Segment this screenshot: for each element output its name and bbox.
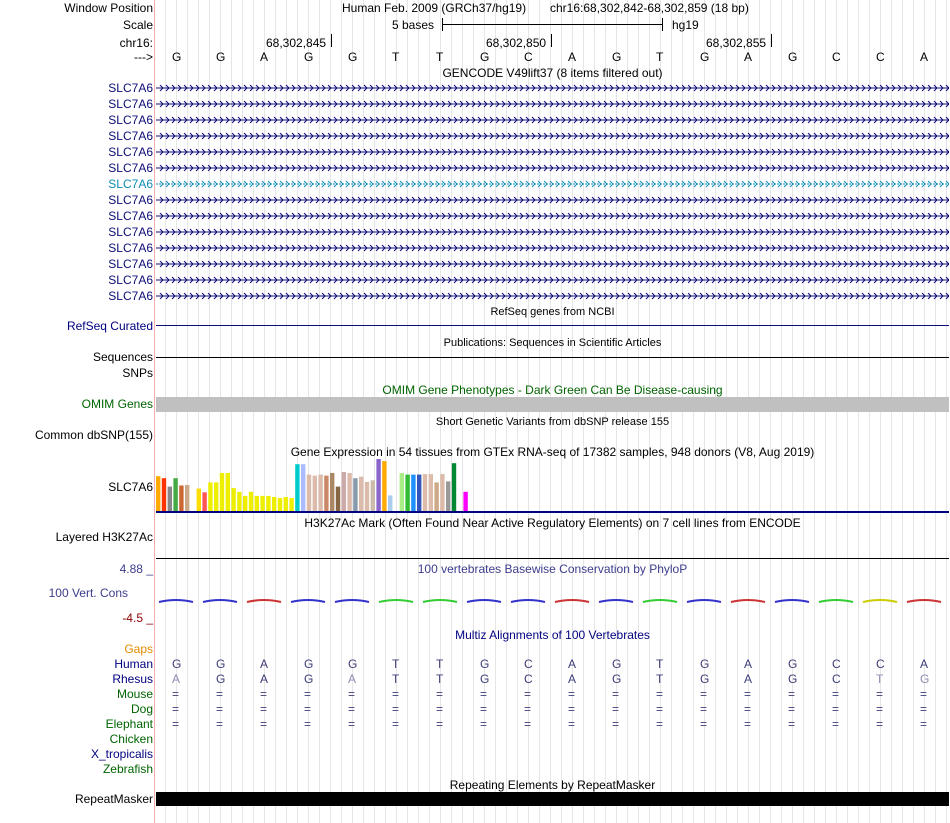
multiz-base: = [788,717,796,731]
multiz-base: A [568,672,577,686]
multiz-base: A [260,657,269,671]
multiz-base: G [700,672,710,686]
multiz-base: = [216,687,224,701]
sidebar-divider [154,0,155,823]
gtex-tissue-bar[interactable] [231,488,235,511]
multiz-base: A [568,657,577,671]
base-letter: A [920,50,929,64]
gtex-tissue-bar[interactable] [284,497,288,511]
multiz-base: T [656,672,664,686]
gtex-tissue-bar[interactable] [347,473,351,511]
gtex-tissue-bar[interactable] [266,496,270,511]
gencode-gene-label[interactable]: SLC7A6 [108,209,153,223]
gtex-tissue-bar[interactable] [382,461,386,511]
multiz-base: = [612,687,620,701]
cons-label[interactable]: 100 Vert. Cons [48,586,128,600]
gencode-title[interactable]: GENCODE V49lift37 (8 items filtered out) [442,66,663,80]
gtex-tissue-bar[interactable] [173,478,177,511]
gtex-title[interactable]: Gene Expression in 54 tissues from GTEx RNA-seq of 17382 samples, 948 donors (V8, Aug 2019) [290,445,815,459]
pubs-line[interactable] [156,357,949,358]
multiz-base: = [392,687,400,701]
multiz-base: = [568,687,576,701]
gencode-strand-arrows [160,181,949,187]
gtex-tissue-bar[interactable] [307,475,311,511]
multiz-base: G [788,672,798,686]
multiz-base: A [260,672,269,686]
gtex-tissue-bar[interactable] [423,474,427,511]
gencode-gene-label[interactable]: SLC7A6 [108,97,153,111]
gtex-tissue-bar[interactable] [452,463,456,511]
base-letter: G [788,50,798,64]
multiz-base: = [260,702,268,716]
base-letter: G [348,50,358,64]
refseq-label[interactable]: RefSeq Curated [66,319,153,333]
multiz-base: = [480,687,488,701]
multiz-title[interactable]: Multiz Alignments of 100 Vertebrates [455,628,650,642]
strand-label: ---> [134,50,153,64]
cons-score-mark[interactable] [467,600,501,602]
multiz-base: T [392,657,400,671]
gtex-tissue-bar[interactable] [313,476,317,511]
gtex-tissue-bar[interactable] [278,498,282,511]
pubs-title[interactable]: Publications: Sequences in Scientific Articles [443,337,662,349]
multiz-base: = [876,717,884,731]
gtex-tissue-bar[interactable] [376,459,380,511]
multiz-base: = [260,717,268,731]
base-letter: T [436,50,444,64]
gtex-tissue-bar[interactable] [156,476,160,511]
cons-score-mark[interactable] [511,600,545,602]
multiz-base: = [480,717,488,731]
multiz-base: C [524,672,533,686]
snps-label[interactable]: SNPs [122,366,153,380]
gaps-label[interactable]: Gaps [124,642,153,656]
multiz-species-label[interactable]: Dog [130,702,153,716]
gtex-tissue-bar[interactable] [336,487,340,511]
base-letter: G [612,50,622,64]
coord-tick-1 [331,34,332,47]
multiz-base: = [348,717,356,731]
gtex-tissue-bar[interactable] [446,481,450,511]
multiz-base: = [304,702,312,716]
multiz-base: = [392,717,400,731]
multiz-base: = [524,687,532,701]
multiz-base: = [172,687,180,701]
multiz-base: G [348,657,358,671]
gtex-tissue-bar[interactable] [301,464,305,511]
coord-label-1: 68,302,845 [266,36,327,50]
gtex-tissue-bar[interactable] [353,478,357,511]
gtex-tissue-bar[interactable] [463,492,467,511]
gtex-tissue-bar[interactable] [417,475,421,511]
multiz-base: = [920,717,928,731]
multiz-base: C [832,657,841,671]
gencode-gene-label[interactable]: SLC7A6 [108,113,153,127]
scale-bar-left-tick [442,18,443,31]
multiz-base: = [568,717,576,731]
gtex-tissue-bar[interactable] [162,478,166,511]
coord-label-3: 68,302,855 [706,36,767,50]
multiz-species-label[interactable]: Mouse [116,687,153,701]
multiz-species-label[interactable]: Rhesus [112,672,153,686]
cons-title[interactable]: 100 vertebrates Basewise Conservation by PhyloP [417,562,688,576]
repeatmasker-label[interactable]: RepeatMasker [74,792,153,806]
gtex-tissue-bar[interactable] [295,464,299,511]
multiz-base: G [612,657,622,671]
gencode-gene-label[interactable]: SLC7A6 [108,273,153,287]
base-letter: A [260,50,269,64]
multiz-base: = [700,702,708,716]
multiz-species-label[interactable]: Elephant [105,717,153,731]
cons-score-mark[interactable] [159,600,193,602]
multiz-base: = [392,702,400,716]
h3k27ac-title[interactable]: H3K27Ac Mark (Often Found Near Active Regulatory Elements) on 7 cell lines from ENCODE [304,516,801,530]
gtex-tissue-bar[interactable] [226,473,230,511]
coord-label-2: 68,302,850 [486,36,547,50]
assembly-label: Human Feb. 2009 (GRCh37/hg19) [342,1,527,15]
base-letter: G [480,50,490,64]
multiz-base: G [480,657,490,671]
multiz-base: = [172,717,180,731]
gencode-gene-label[interactable]: SLC7A6 [108,241,153,255]
gtex-tissue-bar[interactable] [260,496,264,511]
base-letter: G [304,50,314,64]
multiz-base: = [172,702,180,716]
cons-score-mark[interactable] [335,600,369,602]
h3k27ac-label[interactable]: Layered H3K27Ac [55,530,153,544]
gtex-tissue-bar[interactable] [359,477,363,511]
multiz-base: C [832,672,841,686]
gtex-chart[interactable] [156,459,949,513]
gtex-tissue-bar[interactable] [342,472,346,511]
gtex-tissue-bar[interactable] [214,482,218,511]
gtex-label[interactable]: SLC7A6 [108,480,153,494]
cons-min-label: -4.5 _ [122,611,153,625]
multiz-base: A [744,657,753,671]
gtex-tissue-bar[interactable] [243,496,247,511]
multiz-base: = [656,702,664,716]
multiz-base: = [700,687,708,701]
cons-score-mark[interactable] [291,600,325,602]
multiz-base: = [612,717,620,731]
cons-score-mark[interactable] [775,600,809,602]
multiz-base: = [524,717,532,731]
scale-db: hg19 [672,18,699,32]
multiz-base: = [568,702,576,716]
gencode-gene-label[interactable]: SLC7A6 [108,257,153,271]
gtex-tissue-bar[interactable] [168,487,172,511]
cons-score-mark[interactable] [599,600,633,602]
multiz-base: = [920,702,928,716]
multiz-base: = [876,702,884,716]
cons-score-mark[interactable] [863,600,897,602]
multiz-base: = [612,702,620,716]
cons-score-mark[interactable] [907,600,941,602]
multiz-base: C [524,657,533,671]
cons-score-mark[interactable] [687,600,721,602]
gencode-gene-label[interactable]: SLC7A6 [108,225,153,239]
gencode-tracks[interactable] [156,80,949,304]
gtex-tissue-bar[interactable] [208,482,212,511]
cons-score-mark[interactable] [247,600,281,602]
gencode-gene-label[interactable]: SLC7A6 [108,193,153,207]
gtex-tissue-bar[interactable] [411,475,415,511]
gencode-gene-label[interactable]: SLC7A6 [108,177,153,191]
gencode-gene-label[interactable]: SLC7A6 [108,129,153,143]
multiz-base: T [436,672,444,686]
multiz-base: = [744,717,752,731]
multiz-base: = [744,687,752,701]
multiz-base: T [876,672,884,686]
multiz-base: = [436,702,444,716]
repeatmasker-bar[interactable] [156,792,949,806]
gtex-tissue-bar[interactable] [330,473,334,511]
base-letter: T [656,50,664,64]
gencode-gene-label[interactable]: SLC7A6 [108,289,153,303]
multiz-base: A [920,657,929,671]
gtex-tissue-bar[interactable] [237,492,241,511]
gtex-tissue-bar[interactable] [440,474,444,511]
multiz-base: = [876,687,884,701]
base-letter: T [392,50,400,64]
base-letter: G [216,50,226,64]
scale-label: Scale [122,18,153,32]
gtex-tissue-bar[interactable] [371,480,375,511]
multiz-base: T [436,657,444,671]
gencode-gene-label[interactable]: SLC7A6 [108,81,153,95]
base-letter: C [832,50,841,64]
cons-score-mark[interactable] [203,600,237,602]
gtex-tissue-bar[interactable] [365,482,369,511]
gtex-tissue-bar[interactable] [400,473,404,511]
gencode-gene-label[interactable]: SLC7A6 [108,161,153,175]
dbsnp-title[interactable]: Short Genetic Variants from dbSNP release 155 [435,416,670,428]
multiz-base: G [788,657,798,671]
multiz-base: G [612,672,622,686]
repeatmasker-title[interactable]: Repeating Elements by RepeatMasker [449,778,656,792]
multiz-base: G [304,657,314,671]
cons-score-mark[interactable] [731,600,765,602]
multiz-base: = [436,687,444,701]
gtex-tissue-bar[interactable] [179,486,183,512]
multiz-base: = [216,702,224,716]
multiz-base: G [216,657,226,671]
gtex-tissue-bar[interactable] [318,475,322,511]
multiz-species-label[interactable]: X_tropicalis [90,747,153,761]
cons-score-mark[interactable] [423,600,457,602]
multiz-base: = [656,717,664,731]
multiz-species-label[interactable]: Zebrafish [102,762,153,776]
position-label: chr16:68,302,842-68,302,859 (18 bp) [550,1,749,15]
gtex-tissue-bar[interactable] [272,497,276,511]
omim-label[interactable]: OMIM Genes [81,397,153,411]
cons-score-mark[interactable] [819,600,853,602]
window-position-label: Window Position [64,1,153,15]
gtex-tissue-bar[interactable] [197,489,201,511]
multiz-base: = [480,702,488,716]
cons-score-mark[interactable] [379,600,413,602]
multiz-base: T [656,657,664,671]
cons-wiggle[interactable] [156,594,949,608]
base-letter: G [700,50,710,64]
multiz-base: C [876,657,885,671]
multiz-base: A [744,672,753,686]
multiz-base: = [744,702,752,716]
multiz-base: A [172,672,181,686]
multiz-base: = [832,717,840,731]
gtex-tissue-bar[interactable] [289,498,293,511]
gtex-tissue-bar[interactable] [202,492,206,511]
scale-bar [442,24,663,25]
cons-score-mark[interactable] [643,600,677,602]
multiz-base: G [216,672,226,686]
gtex-tissue-bar[interactable] [388,495,392,511]
pubs-label[interactable]: Sequences [92,350,153,364]
gtex-tissue-bar[interactable] [429,474,433,511]
scale-bar-right-tick [662,18,663,31]
gtex-tissue-bar[interactable] [249,492,253,511]
gtex-tissue-bar[interactable] [324,476,328,511]
gtex-tissue-bar[interactable] [220,473,224,511]
multiz-species-label[interactable]: Chicken [109,732,153,746]
multiz-base: G [172,657,182,671]
base-letter: G [172,50,182,64]
multiz-base: = [920,687,928,701]
h3k27ac-baseline [156,558,949,559]
base-letter: A [568,50,577,64]
gtex-tissue-bar[interactable] [405,475,409,511]
multiz-base: = [348,702,356,716]
multiz-base: A [348,672,357,686]
multiz-base: = [832,687,840,701]
gencode-gene-label[interactable]: SLC7A6 [108,145,153,159]
multiz-base: = [700,717,708,731]
refseq-title[interactable]: RefSeq genes from NCBI [490,306,615,318]
multiz-base: = [436,717,444,731]
multiz-base: = [304,687,312,701]
cons-score-mark[interactable] [555,600,589,602]
multiz-base: G [920,672,930,686]
multiz-base: G [304,672,314,686]
multiz-base: G [480,672,490,686]
coord-tick-2 [551,34,552,47]
base-letter: C [876,50,885,64]
omim-title[interactable]: OMIM Gene Phenotypes - Dark Green Can Be Disease-causing [382,383,723,397]
multiz-base: = [788,687,796,701]
multiz-base: = [348,687,356,701]
multiz-base: G [700,657,710,671]
multiz-base: = [832,702,840,716]
base-letter: C [524,50,533,64]
multiz-base: = [304,717,312,731]
multiz-base: = [656,687,664,701]
multiz-base: T [392,672,400,686]
multiz-species-label[interactable]: Human [114,657,153,671]
omim-bar[interactable] [156,397,949,412]
multiz-base: = [216,717,224,731]
chrom-label: chr16: [119,36,153,50]
refseq-line[interactable] [156,325,949,326]
multiz-base: = [260,687,268,701]
multiz-base: = [524,702,532,716]
base-letter: A [744,50,753,64]
gtex-tissue-bar[interactable] [255,496,259,511]
coord-tick-3 [771,34,772,47]
cons-max-label: 4.88 _ [119,562,153,576]
scale-value: 5 bases [392,18,435,32]
multiz-base: = [788,702,796,716]
gtex-tissue-bar[interactable] [434,482,438,511]
gtex-tissue-bar[interactable] [185,485,189,511]
dbsnp-label[interactable]: Common dbSNP(155) [34,428,153,442]
